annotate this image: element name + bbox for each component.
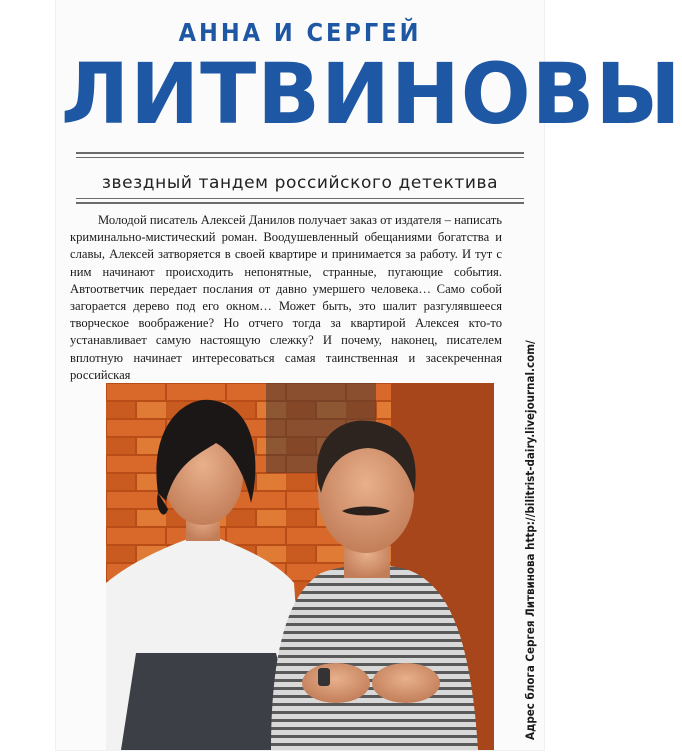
author-first-names: АННА И СЕРГЕЙ (178, 18, 422, 47)
top-rule (76, 152, 524, 154)
annotation-main: Молодой писатель Алексей Данилов получает заказ от издателя – написать криминально-мистический роман. Воодушевленный обещаниями богатства и славы, Алексей затворяется в своей квартире и принимается за работу. И тут с ним начинают происходить непонятные, странные, пугающие события. Автоответчик передает послания от давно умершего человека… Само собой загорается дерево под его окном… Может быть, это шалит разгулявшееся творческое воображение? Но отчего тогда за квартирой Алексея кто-то устанавливает самую настоящую слежку? И почему, наконец, писателем вплотную начинает интересоваться самая таинственная и засекреченная российская (70, 213, 502, 382)
authors-photo (106, 383, 494, 750)
top-rule-thin (76, 157, 524, 158)
blog-address-note: Адрес блога Сергея Литвинова http://bilitrist-dairy.livejournal.com/ (523, 340, 537, 740)
series-tagline: звездный тандем российского детектива (101, 173, 499, 193)
authors-photo-illustration (106, 383, 494, 750)
bottom-rule (76, 202, 524, 204)
author-surname-title: ЛИТВИНОВЫ (60, 45, 682, 143)
bottom-rule-thin (76, 198, 524, 199)
book-annotation (70, 212, 502, 401)
